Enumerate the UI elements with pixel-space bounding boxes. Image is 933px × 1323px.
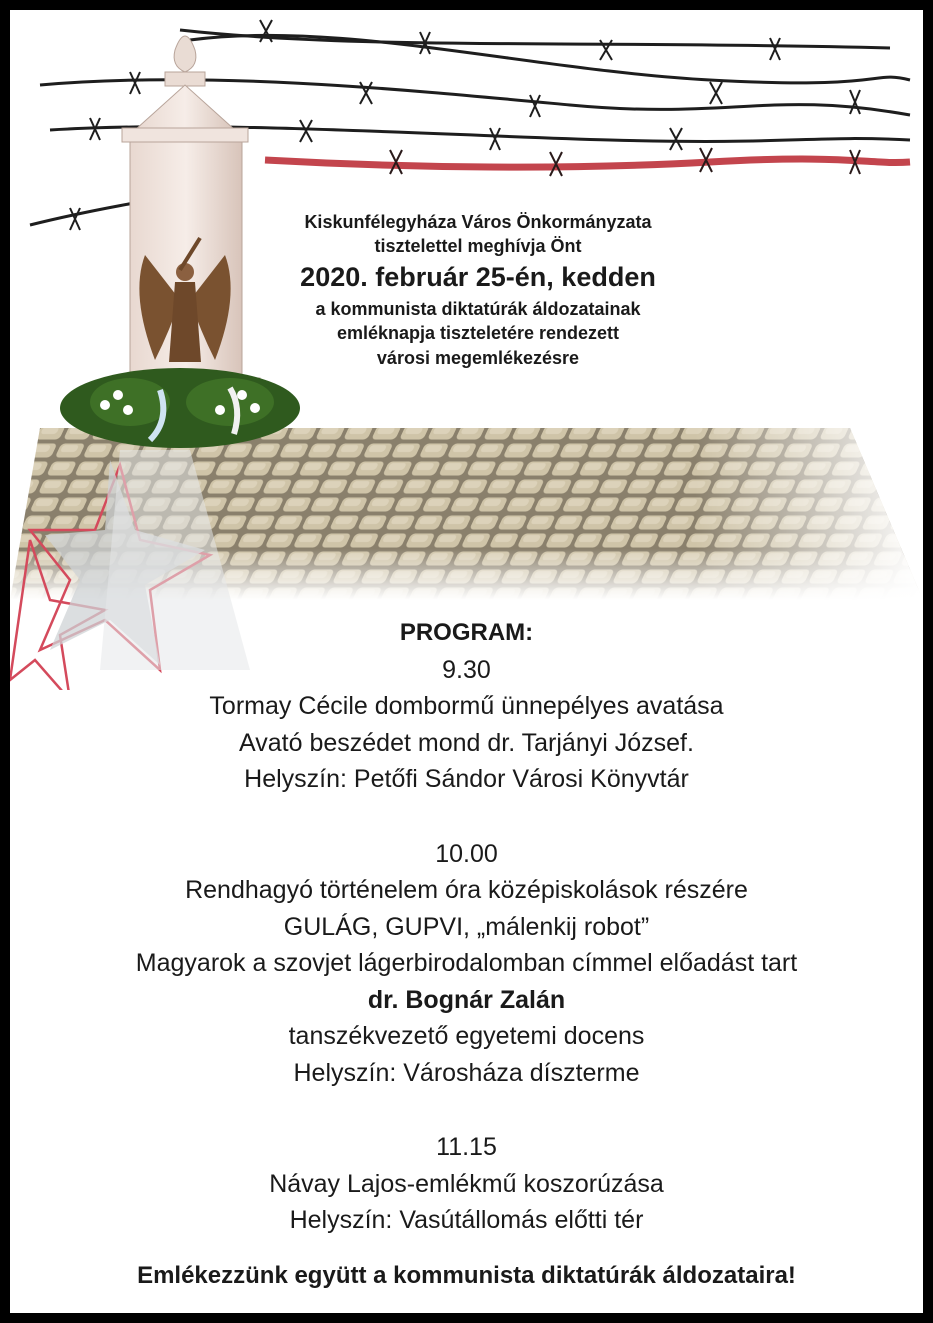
event-speaker-title: tanszékvezető egyetemi docens <box>288 1022 645 1050</box>
program-event <box>10 1129 923 1239</box>
wreaths <box>60 368 300 448</box>
invitation-page <box>10 10 923 1313</box>
event-speaker: dr. Bognár Zalán <box>367 985 566 1014</box>
event-detail: Magyarok a szovjet lágerbirodalomban címmel előadást tart <box>135 949 798 977</box>
program-heading: PROGRAM: <box>399 619 534 646</box>
event-date: 2020. február 25-én, kedden <box>300 261 656 292</box>
event-title: Návay Lajos-emlékmű koszorúzása <box>269 1169 664 1198</box>
event-location: Helyszín: Városháza díszterme <box>293 1058 640 1087</box>
closing-statement: Emlékezzünk együtt a kommunista diktatúrák áldozataira! <box>137 1262 796 1289</box>
program-section <box>10 615 923 1277</box>
invitation-text <box>258 210 698 370</box>
event-location: Helyszín: Petőfi Sándor Városi Könyvtár <box>244 765 689 793</box>
invite-line: tisztelettel meghívja Önt <box>374 236 582 257</box>
occasion-line-3: városi megemlékezésre <box>376 347 580 368</box>
occasion-line-2: emléknapja tiszteletére rendezett <box>336 323 620 344</box>
event-title: Tormay Cécile dombormű ünnepélyes avatása <box>209 692 724 720</box>
event-detail: Avató beszédet mond dr. Tarjányi József. <box>239 728 694 757</box>
event-location: Helyszín: Vasútállomás előtti tér <box>289 1206 644 1234</box>
monument <box>114 36 260 418</box>
event-subtitle: GULÁG, GUPVI, „málenkij robot” <box>283 912 650 941</box>
red-barbed-wire <box>265 148 910 176</box>
program-event <box>10 652 923 798</box>
organizer-line: Kiskunfélegyháza Város Önkormányzata <box>304 212 652 232</box>
program-event <box>10 836 923 1092</box>
event-title: Rendhagyó történelem óra középiskolások részére <box>185 876 748 904</box>
event-time: 10.00 <box>435 839 498 868</box>
event-time: 9.30 <box>442 655 491 684</box>
event-time: 11.15 <box>436 1133 497 1161</box>
occasion-line-1: a kommunista diktatúrák áldozatainak <box>315 298 641 319</box>
